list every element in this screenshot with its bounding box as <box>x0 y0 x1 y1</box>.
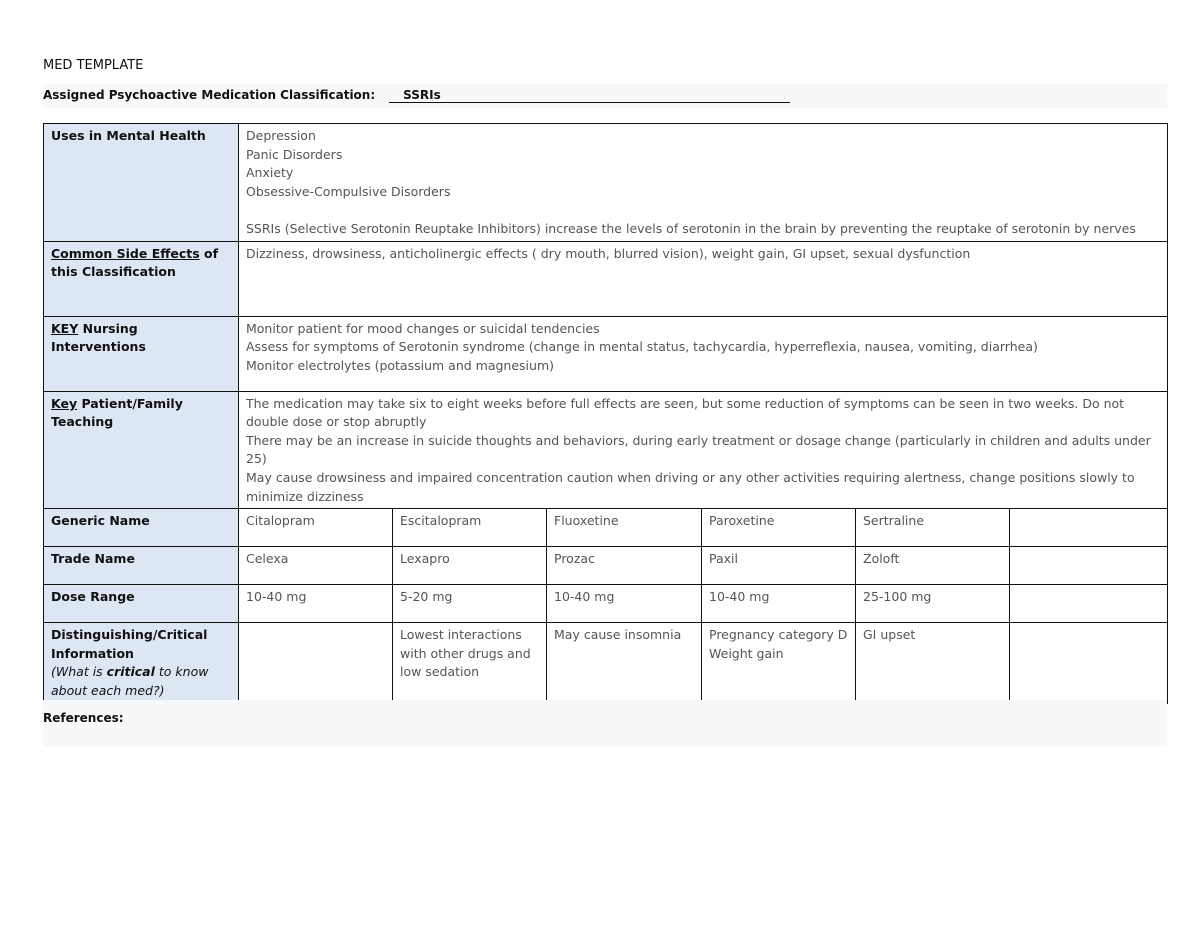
trade-name-cell: Celexa <box>239 547 393 585</box>
generic-name-cell: Escitalopram <box>393 509 547 547</box>
row-nursing <box>44 316 1168 391</box>
uses-line: SSRIs (Selective Serotonin Reuptake Inhibitors) increase the levels of serotonin in the brain by preventing the reuptake of serotonin by nerves <box>246 220 1136 236</box>
nursing-label-rest: Nursing Interventions <box>51 320 146 355</box>
dose-range-cell: 10-40 mg <box>547 585 702 623</box>
row-uses <box>44 124 1168 242</box>
row-dose-range <box>44 585 1168 623</box>
trade-name-cell: Paxil <box>702 547 856 585</box>
trade-name-cell: Lexapro <box>393 547 547 585</box>
row-trade-name <box>44 547 1168 585</box>
references-label: References: <box>43 711 124 725</box>
nursing-label <box>44 316 239 391</box>
critical-info-cell: May cause insomnia <box>547 623 702 703</box>
uses-line: Obsessive-Compulsive Disorders <box>246 183 451 199</box>
dose-range-cell <box>1010 585 1168 623</box>
nursing-line: Assess for symptoms of Serotonin syndrome (change in mental status, tachycardia, hyperreflexia, nausea, vomiting, diarrhea) <box>246 339 1038 355</box>
trade-name-cell <box>1010 547 1168 585</box>
nursing-line: Monitor electrolytes (potassium and magnesium) <box>246 357 555 373</box>
uses-spacer <box>246 201 1161 220</box>
critical-info-cell: GI upset <box>856 623 1010 703</box>
dose-range-cell: 25-100 mg <box>856 585 1010 623</box>
uses-line: Panic Disorders <box>246 146 343 162</box>
side-effects-content: Dizziness, drowsiness, anticholinergic effects ( dry mouth, blurred vision), weight gain, GI upset, sexual dysfunction <box>239 241 1168 316</box>
dose-range-cell: 5-20 mg <box>393 585 547 623</box>
generic-name-cell: Fluoxetine <box>547 509 702 547</box>
generic-name-label: Generic Name <box>44 509 239 547</box>
dose-range-cell: 10-40 mg <box>702 585 856 623</box>
generic-name-cell <box>1010 509 1168 547</box>
critical-info-cell: Lowest interactions with other drugs and low sedation <box>393 623 547 703</box>
critical-info-cell <box>239 623 393 703</box>
generic-name-cell: Sertraline <box>856 509 1010 547</box>
critical-info-cell <box>1010 623 1168 703</box>
row-teaching <box>44 391 1168 509</box>
document-title: MED TEMPLATE <box>43 58 144 73</box>
nursing-line: Monitor patient for mood changes or suicidal tendencies <box>246 320 600 336</box>
references-shade <box>43 700 1167 746</box>
side-effects-label-rest: of this Classification <box>51 245 219 280</box>
critical-info-note-b: critical <box>106 664 155 680</box>
assigned-classification <box>43 88 790 103</box>
teaching-label-rest: Patient/Family Teaching <box>51 395 183 430</box>
row-generic-name <box>44 509 1168 547</box>
nursing-content <box>239 316 1168 391</box>
trade-name-cell: Prozac <box>547 547 702 585</box>
uses-label: Uses in Mental Health <box>44 124 239 242</box>
teaching-label-underlined: Key <box>51 395 78 411</box>
critical-info-note-a: (What is <box>51 664 107 680</box>
teaching-line: The medication may take six to eight weeks before full effects are seen, but some reduction of symptoms can be seen in two weeks. Do not double dose or stop abruptly <box>246 395 1125 430</box>
dose-range-label: Dose Range <box>44 585 239 623</box>
trade-name-cell: Zoloft <box>856 547 1010 585</box>
critical-info-label-text: Distinguishing/Critical Information <box>51 627 208 661</box>
uses-line: Depression <box>246 128 316 143</box>
assigned-classification-label: Assigned Psychoactive Medication Classification: <box>43 88 376 102</box>
side-effects-label-underlined: Common Side Effects <box>51 245 200 261</box>
uses-line: Anxiety <box>246 165 294 181</box>
critical-info-cell: Pregnancy category D Weight gain <box>702 623 856 703</box>
uses-content <box>239 124 1168 242</box>
teaching-line: There may be an increase in suicide thoughts and behaviors, during early treatment or dosage change (particularly in children and adults under 25) <box>246 432 1151 467</box>
nursing-label-underlined: KEY <box>51 320 79 336</box>
generic-name-cell: Paroxetine <box>702 509 856 547</box>
dose-range-cell: 10-40 mg <box>239 585 393 623</box>
medication-table <box>43 123 1168 704</box>
trade-name-label: Trade Name <box>44 547 239 585</box>
assigned-classification-value: SSRIs <box>389 88 790 103</box>
generic-name-cell: Citalopram <box>239 509 393 547</box>
critical-info-label <box>44 623 239 703</box>
teaching-line: May cause drowsiness and impaired concentration caution when driving or any other activities requiring alertness, change positions slowly to minimize dizziness <box>246 469 1135 504</box>
row-critical-info <box>44 623 1168 703</box>
critical-info-note-c: to know about each med?) <box>51 664 209 698</box>
row-side-effects <box>44 241 1168 316</box>
teaching-content <box>239 391 1168 509</box>
side-effects-label <box>44 241 239 316</box>
teaching-label <box>44 391 239 509</box>
